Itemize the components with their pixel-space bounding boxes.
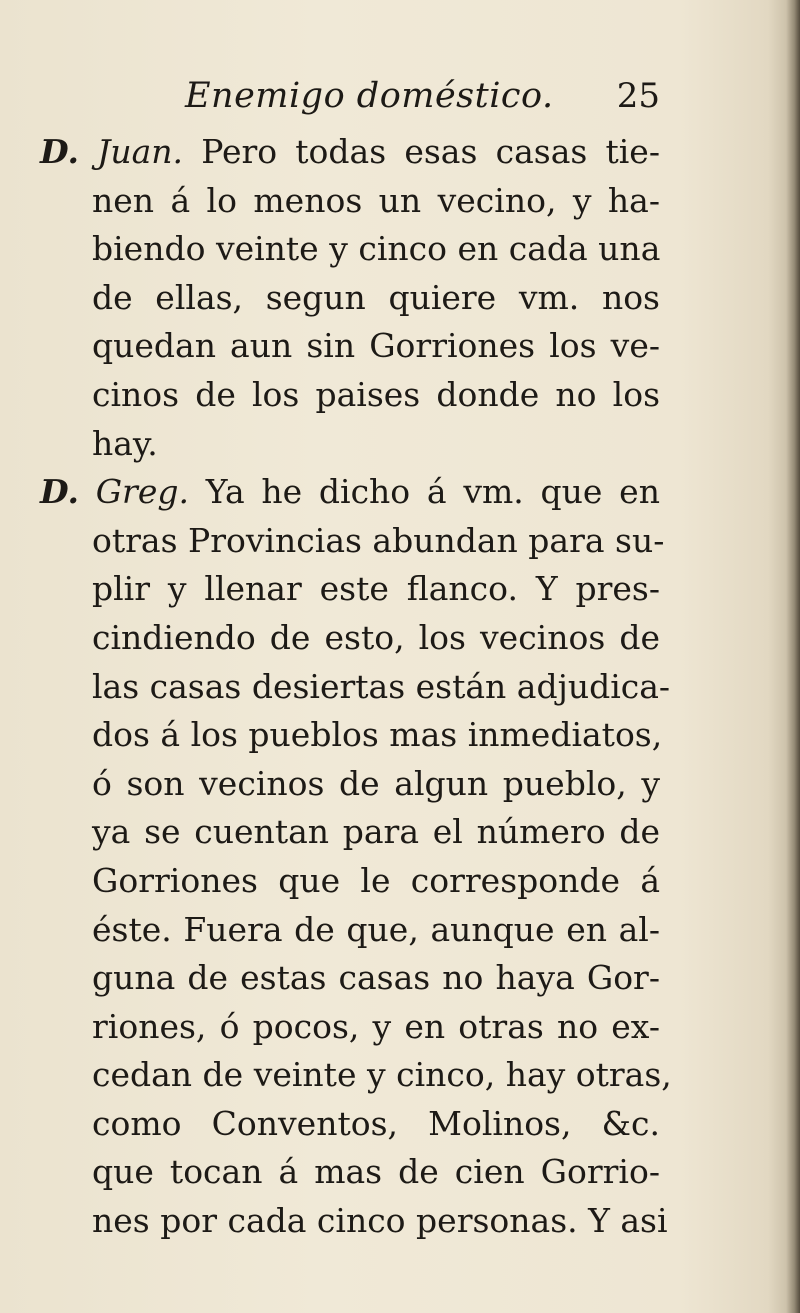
- text-line: [40, 468, 660, 517]
- speaker-name: Juan.: [97, 132, 184, 171]
- text-line: Gorriones que le corresponde á: [92, 860, 660, 900]
- text-line: biendo veinte y cinco en cada una: [92, 229, 661, 269]
- page-edge-shadow: [786, 0, 800, 1313]
- line-text: Pero todas esas casas tie-: [201, 132, 660, 171]
- text-line: plir y llenar este ﬂanco. Y pres-: [92, 569, 660, 609]
- running-head: Enemigo doméstico.: [185, 76, 554, 116]
- text-line: dos á los pueblos mas inmediatos,: [92, 715, 663, 755]
- text-line: como Conventos, Molinos, &c.: [92, 1103, 660, 1143]
- text-line: de ellas, segun quiere vm. nos: [92, 277, 660, 317]
- text-line: quedan aun sin Gorriones los ve-: [92, 326, 660, 366]
- speaker-initial: D.: [40, 472, 79, 512]
- text-line: nen á lo menos un vecino, y ha-: [92, 180, 660, 220]
- line-text: Ya he dicho á vm. que en: [205, 472, 660, 512]
- text-line: que tocan á mas de cien Gorrio-: [92, 1152, 660, 1192]
- text-line: ó son vecinos de algun pueblo, y: [92, 763, 660, 803]
- speaker-name: Greg.: [95, 472, 189, 512]
- text-line: cedan de veinte y cinco, hay otras,: [92, 1055, 672, 1095]
- text-line: riones, ó pocos, y en otras no ex-: [92, 1006, 660, 1046]
- text-line: éste. Fuera de que, aunque en al-: [92, 909, 660, 949]
- text-line: cindiendo de esto, los vecinos de: [92, 617, 660, 657]
- text-line: cinos de los paises donde no los: [92, 374, 660, 414]
- text-line: ya se cuentan para el número de: [92, 812, 660, 852]
- text-line: [40, 128, 660, 177]
- text-line: hay.: [92, 423, 158, 463]
- text-line: nes por cada cinco personas. Y asi: [92, 1201, 668, 1241]
- page-number: 25: [616, 76, 660, 116]
- page-header: [90, 76, 660, 126]
- text-line: las casas desiertas están adjudica-: [92, 666, 671, 706]
- speaker-initial: D.: [40, 132, 79, 171]
- text-line: guna de estas casas no haya Gor-: [92, 958, 660, 998]
- body-text: [40, 128, 672, 1246]
- text-line: otras Provincias abundan para su-: [92, 520, 665, 560]
